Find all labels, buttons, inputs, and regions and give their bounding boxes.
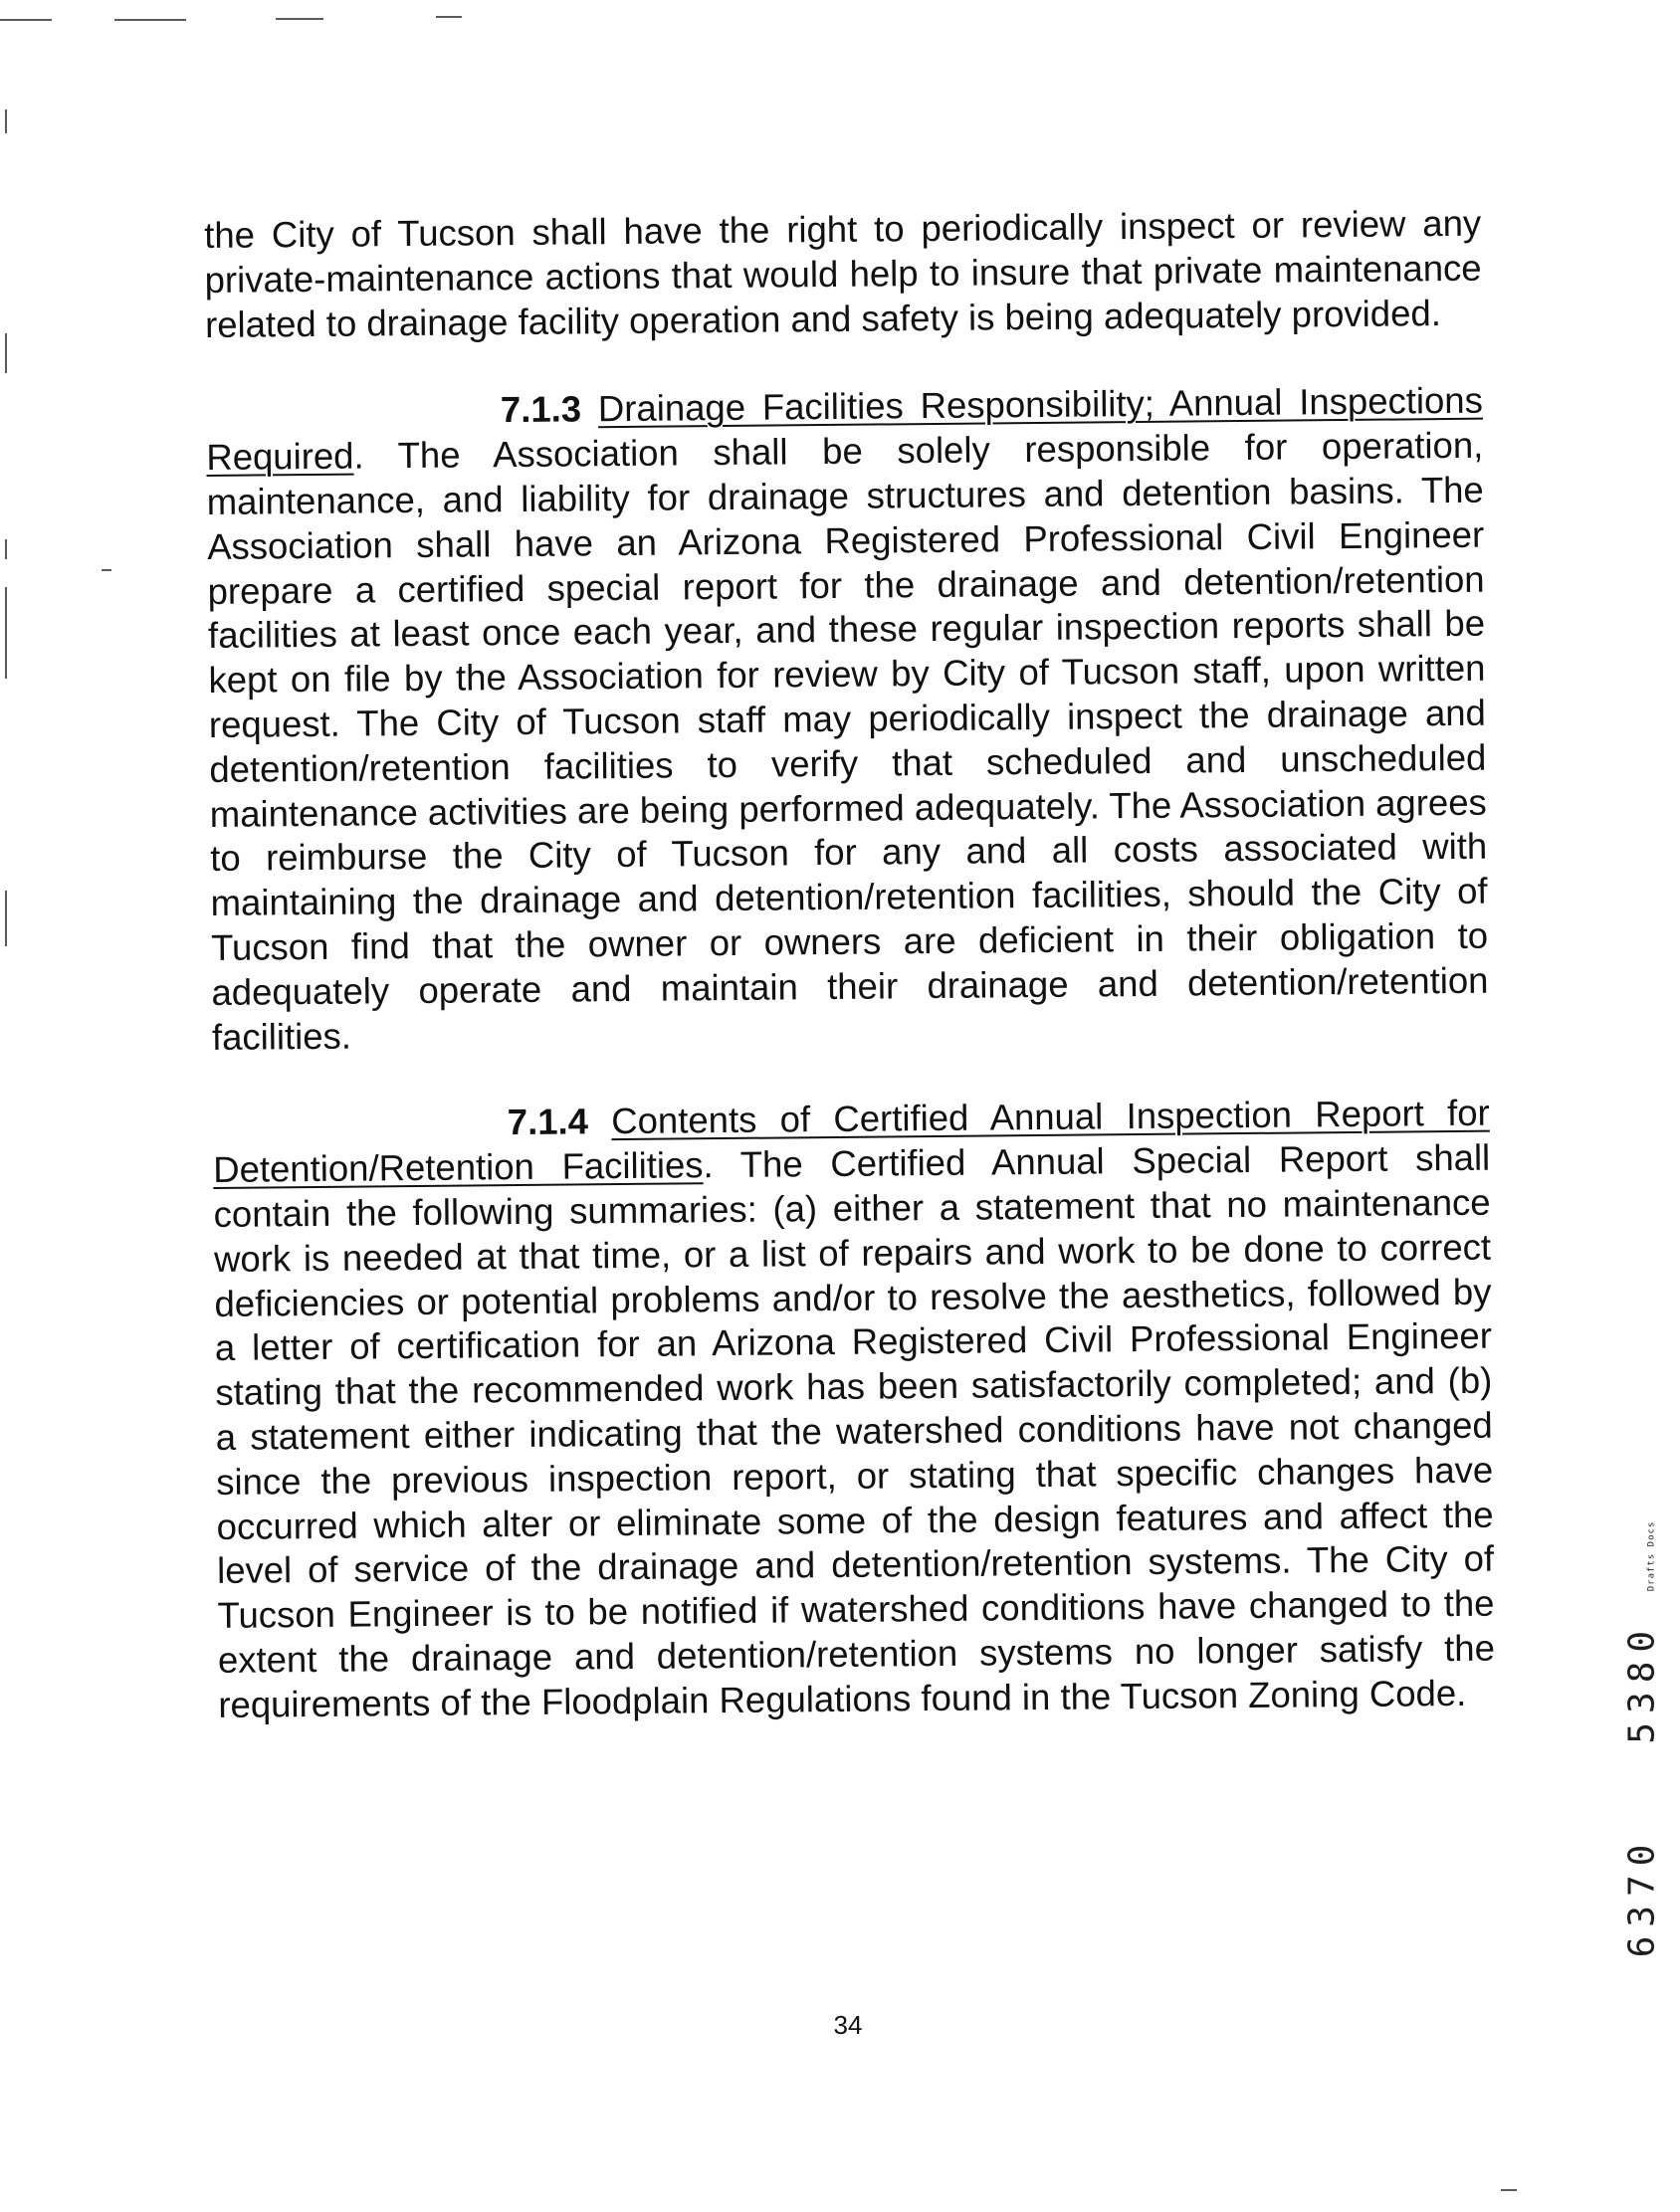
scan-artifact-margin-dash xyxy=(102,569,111,571)
recording-stamp-text xyxy=(1622,1521,1663,1958)
scan-artifact-margin-tick xyxy=(5,539,7,559)
docket-number: 6370 xyxy=(1621,1835,1663,1958)
section-body: The Certified Annual Special Report shall contain the following summaries: (a) either a statement that no maintenance work is needed at that time, or a list of repairs and work to be done to correct deficiencies or potential problems and/or to resolve the aesthetics, followed by a letter of certification for an Arizona Registered Civil Professional Engineer stating that the recommended work has been satisfactorily completed; and (b) a statement either indicating that the watershed conditions have not changed since the previous inspection report, or stating that specific changes have occurred which alter or eliminate some of the design features and affect the level of service of the drainage and detention/retention systems. The City of Tucson Engineer is to be notified if watershed conditions have changed to the extent the drainage and detention/retention systems no longer satisfy the requirements of the Floodplain Regulations found in the Tucson Zoning Code. xyxy=(213,1136,1496,1725)
scan-artifact-margin-tick xyxy=(5,109,7,133)
section-number: 7.1.4 xyxy=(507,1101,589,1143)
section-7-1-4: 7.1.4 Contents of Certified Annual Inspection Report for Detention/Retention Facilities. The Certified Annual Special Report shall contain the following summaries: (a) either a statement that no maintenance work is needed at that time, or a list of repairs and work to be done to correct deficiencies or potential problems and/or to resolve the aesthetics, followed by a letter of certification for an Arizona Registered Civil Professional Engineer stating that the recommended work has been satisfactorily completed; and (b) a statement either indicating that the watershed conditions have not changed since the previous inspection report, or stating that specific changes have occurred which alter or eliminate some of the design features and affect the level of service of the drainage and detention/retention systems. The City of Tucson Engineer is to be notified if watershed conditions have changed to the extent the drainage and detention/retention systems no longer satisfy the requirements of the Floodplain Regulations found in the Tucson Zoning Code. xyxy=(213,1092,1496,1725)
document-text-block xyxy=(204,202,1496,1728)
scan-artifact-top-rule-3 xyxy=(276,18,323,20)
intro-paragraph: the City of Tucson shall have the right to periodically inspect or review any private-maintenance actions that would help to insure that private maintenance related to drainage facility operation and safety is being adequately provided. xyxy=(204,202,1482,345)
section-body: The Association shall be solely responsible for operation, maintenance, and liability for drainage structures and detention basins. The Association shall have an Arizona Registered Professional Civil Engineer prepare a certified special report for the drainage and detention/retention facilities at least once each year, and these regular inspection reports shall be kept on file by the Association for review by City of Tucson staff, upon written request. The City of Tucson staff may periodically inspect the drainage and detention/retention facilities to verify that scheduled and unscheduled maintenance activities are being performed adequately. The Association agrees to reimburse the City of Tucson for any and all costs associated with maintaining the drainage and detention/retention facilities, should the City of Tucson find that the owner or owners are deficient in their obligation to adequately operate and maintain their drainage and detention/retention facilities. xyxy=(206,424,1489,1058)
section-number: 7.1.3 xyxy=(500,388,582,431)
scan-artifact-margin-tick xyxy=(5,333,7,373)
stamp-small-label: Drafts Docs xyxy=(1646,1520,1657,1592)
paragraph-indent xyxy=(206,423,501,426)
scan-artifact-margin-tick xyxy=(5,587,7,679)
scan-artifact-top-rule-2 xyxy=(114,19,186,21)
section-heading: Drainage Facilities Responsibility; Annual Inspections Required xyxy=(206,380,1484,479)
scan-artifact-top-rule-4 xyxy=(436,16,462,18)
scan-artifact-bottom-dash xyxy=(1501,2189,1517,2191)
scan-artifact-top-rule-1 xyxy=(0,19,52,21)
recording-stamp xyxy=(1617,1520,1667,1958)
section-7-1-3: 7.1.3 Drainage Facilities Responsibility; Annual Inspections Required. The Association shall be solely responsible for operation, maintenance, and liability for drainage structures and detention basins. The Association shall have an Arizona Registered Professional Civil Engineer prepare a certified special report for the drainage and detention/retention facilities at least once each year, and these regular inspection reports shall be kept on file by the Association for review by City of Tucson staff, upon written request. The City of Tucson staff may periodically inspect the drainage and detention/retention facilities to verify that scheduled and unscheduled maintenance activities are being performed adequately. The Association agrees to reimburse the City of Tucson for any and all costs associated with maintaining the drainage and detention/retention facilities, should the City of Tucson find that the owner or owners are deficient in their obligation to adequately operate and maintain their drainage and detention/retention facilities. xyxy=(206,380,1489,1058)
scan-artifact-margin-tick xyxy=(5,891,7,946)
page-reference: 5380 xyxy=(1621,1621,1663,1744)
section-heading: Contents of Certified Annual Inspection Report for Detention/Retention Facilities xyxy=(213,1092,1490,1191)
page-number: 34 xyxy=(833,2010,863,2040)
paragraph-indent xyxy=(213,1134,508,1137)
